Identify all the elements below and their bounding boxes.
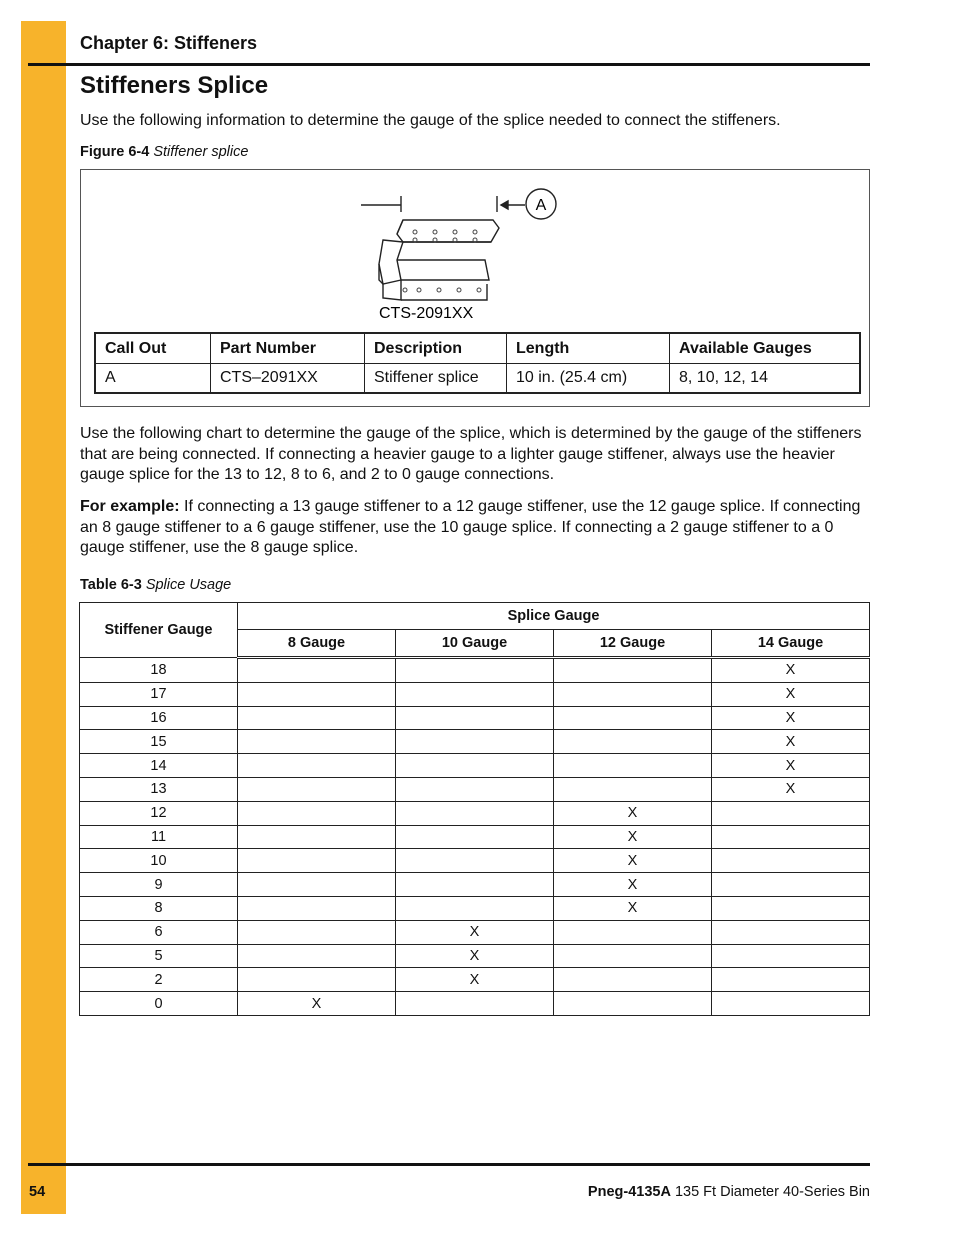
header-cell: Available Gauges: [670, 333, 861, 364]
splice-mark-cell: X: [554, 801, 712, 825]
splice-mark-cell: [238, 873, 396, 897]
table-row: [80, 825, 870, 849]
splice-mark-cell: [396, 873, 554, 897]
column-header: 14 Gauge: [712, 630, 870, 658]
stiffener-gauge-cell: 0: [80, 992, 238, 1016]
table-row: [80, 658, 870, 683]
table-row: [80, 682, 870, 706]
header-cell: Description: [365, 333, 507, 364]
document-title: 135 Ft Diameter 40-Series Bin: [670, 1184, 870, 1200]
splice-mark-cell: X: [396, 920, 554, 944]
splice-mark-cell: [712, 896, 870, 920]
splice-mark-cell: [238, 682, 396, 706]
splice-mark-cell: X: [238, 992, 396, 1016]
splice-mark-cell: [554, 754, 712, 778]
footer-rule: [28, 1163, 870, 1166]
table-row: [80, 873, 870, 897]
chapter-title: Chapter 6: Stiffeners: [80, 33, 258, 53]
chapter-sidebar-band: [21, 21, 66, 1214]
splice-mark-cell: [554, 682, 712, 706]
splice-mark-cell: X: [554, 873, 712, 897]
splice-mark-cell: [396, 825, 554, 849]
splice-mark-cell: [396, 896, 554, 920]
table-row: [80, 896, 870, 920]
header-cell: Length: [507, 333, 670, 364]
example-text: If connecting a 13 gauge stiffener to a 12 gauge stiffener, use the 12 gauge splice. If connecting an 8 gauge stiffener to a 6 gauge stiffener, use the 10 gauge splice. If connecting a 2 gauge stiffener to a 0 gauge stiffener, use the 8 gauge splice.: [80, 498, 861, 556]
splice-mark-cell: [554, 992, 712, 1016]
figure-caption: [80, 144, 248, 160]
stiffener-gauge-cell: 8: [80, 896, 238, 920]
splice-mark-cell: X: [712, 682, 870, 706]
document-id: Pneg-4135A: [587, 1184, 671, 1200]
part-label: CTS-2091XX: [379, 305, 474, 322]
splice-mark-cell: [554, 944, 712, 968]
splice-mark-cell: X: [712, 706, 870, 730]
splice-mark-cell: [554, 777, 712, 801]
splice-mark-cell: X: [712, 754, 870, 778]
footer-document-title: [588, 1184, 870, 1200]
splice-mark-cell: X: [554, 849, 712, 873]
header-cell: Part Number: [211, 333, 365, 364]
figure-caption-text: Stiffener splice: [153, 144, 249, 160]
splice-mark-cell: [238, 777, 396, 801]
table-row: [80, 920, 870, 944]
splice-mark-cell: X: [712, 777, 870, 801]
stiffener-gauge-cell: 11: [80, 825, 238, 849]
table-cell: Stiffener splice: [365, 364, 507, 394]
splice-mark-cell: X: [712, 658, 870, 683]
splice-mark-cell: [396, 801, 554, 825]
splice-mark-cell: [554, 730, 712, 754]
stiffener-gauge-cell: 13: [80, 777, 238, 801]
table-row: [80, 992, 870, 1016]
splice-mark-cell: [238, 801, 396, 825]
splice-mark-cell: [396, 754, 554, 778]
splice-mark-cell: [396, 777, 554, 801]
splice-mark-cell: X: [554, 825, 712, 849]
stiffener-gauge-cell: 10: [80, 849, 238, 873]
splice-mark-cell: [238, 896, 396, 920]
splice-mark-cell: [712, 801, 870, 825]
stiffener-gauge-cell: 12: [80, 801, 238, 825]
splice-header-row-1: [80, 603, 870, 630]
table-row: [80, 801, 870, 825]
splice-mark-cell: [238, 920, 396, 944]
table-row: [80, 777, 870, 801]
figure-box: [80, 169, 870, 407]
splice-mark-cell: [238, 849, 396, 873]
stiffener-gauge-cell: 17: [80, 682, 238, 706]
splice-mark-cell: [712, 873, 870, 897]
splice-mark-cell: [396, 682, 554, 706]
splice-gauge-header: Splice Gauge: [238, 603, 870, 630]
paragraph-example: [80, 497, 870, 559]
splice-mark-cell: X: [396, 944, 554, 968]
splice-mark-cell: X: [554, 896, 712, 920]
table-row: [80, 944, 870, 968]
splice-usage-table: [79, 602, 870, 1016]
splice-mark-cell: [238, 944, 396, 968]
splice-mark-cell: [238, 706, 396, 730]
stiffener-gauge-cell: 18: [80, 658, 238, 683]
splice-mark-cell: [712, 968, 870, 992]
table-row: [80, 849, 870, 873]
splice-mark-cell: [712, 849, 870, 873]
stiffener-gauge-header: Stiffener Gauge: [80, 603, 238, 658]
splice-mark-cell: [712, 825, 870, 849]
table-row: [80, 754, 870, 778]
splice-mark-cell: [238, 825, 396, 849]
splice-mark-cell: [554, 658, 712, 683]
splice-mark-cell: [554, 706, 712, 730]
stiffener-gauge-cell: 16: [80, 706, 238, 730]
splice-mark-cell: [396, 658, 554, 683]
paragraph-chart-usage: Use the following chart to determine the gauge of the splice, which is determined by the gauge of the stiffeners that are being connected. If connecting a heavier gauge to a lighter gauge stiffener, always use the heavier gauge splice for the 13 to 12, 8 to 6, and 2 to 0 gauge connections.: [80, 425, 862, 483]
splice-mark-cell: [238, 968, 396, 992]
stiffener-splice-illustration: [361, 180, 591, 330]
example-lead: For example:: [80, 498, 180, 515]
column-header: 10 Gauge: [396, 630, 554, 658]
splice-mark-cell: [712, 944, 870, 968]
section-title: Stiffeners Splice: [80, 72, 269, 99]
splice-mark-cell: [396, 730, 554, 754]
figure-label: Figure 6-4: [80, 144, 150, 160]
stiffener-gauge-cell: 15: [80, 730, 238, 754]
splice-mark-cell: [238, 730, 396, 754]
table-row: [80, 968, 870, 992]
stiffener-gauge-cell: 6: [80, 920, 238, 944]
splice-mark-cell: X: [396, 968, 554, 992]
table-label: Table 6-3: [80, 577, 142, 593]
header-rule: [28, 63, 870, 66]
header-cell: Call Out: [95, 333, 211, 364]
splice-mark-cell: [712, 920, 870, 944]
stiffener-gauge-cell: 9: [80, 873, 238, 897]
table-caption-text: Splice Usage: [145, 577, 232, 593]
page-number: 54: [29, 1184, 46, 1200]
table-cell: 8, 10, 12, 14: [670, 364, 861, 394]
table-cell: 10 in. (25.4 cm): [507, 364, 670, 394]
stiffener-gauge-cell: 14: [80, 754, 238, 778]
table-row: [80, 706, 870, 730]
parts-table-header: [95, 333, 860, 364]
splice-mark-cell: X: [712, 730, 870, 754]
table-cell: A: [95, 364, 211, 394]
stiffener-gauge-cell: 2: [80, 968, 238, 992]
splice-mark-cell: [238, 754, 396, 778]
splice-mark-cell: [396, 992, 554, 1016]
column-header: 8 Gauge: [238, 630, 396, 658]
splice-mark-cell: [554, 920, 712, 944]
callout-letter: A: [535, 197, 547, 214]
stiffener-gauge-cell: 5: [80, 944, 238, 968]
splice-mark-cell: [238, 658, 396, 683]
table-row: [80, 730, 870, 754]
table-row: [95, 364, 860, 394]
column-header: 12 Gauge: [554, 630, 712, 658]
table-cell: CTS–2091XX: [211, 364, 365, 394]
splice-mark-cell: [554, 968, 712, 992]
intro-text: Use the following information to determine the gauge of the splice needed to connect the stiffeners.: [80, 112, 781, 129]
splice-mark-cell: [712, 992, 870, 1016]
splice-mark-cell: [396, 706, 554, 730]
parts-table: [94, 332, 861, 394]
table-caption: [80, 577, 231, 593]
splice-mark-cell: [396, 849, 554, 873]
